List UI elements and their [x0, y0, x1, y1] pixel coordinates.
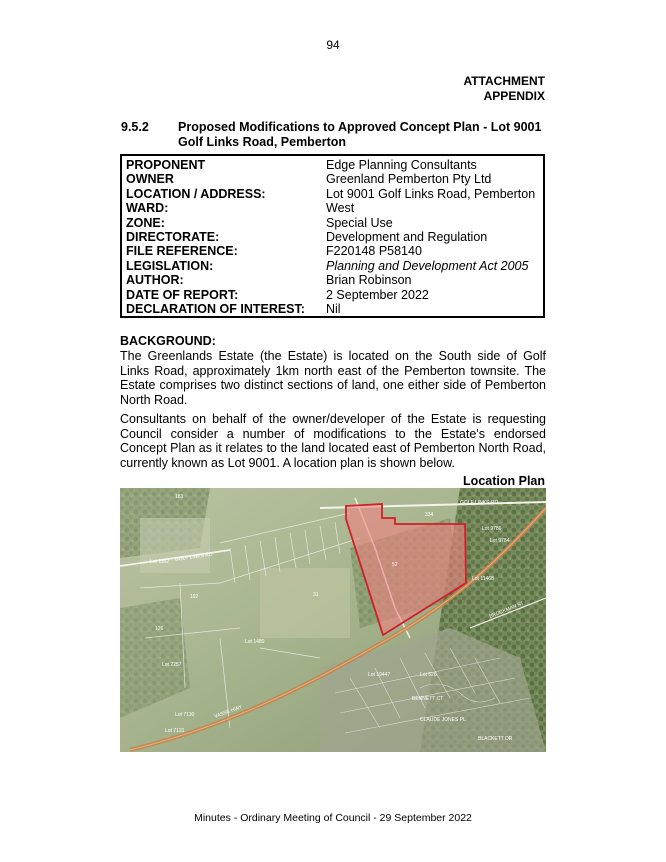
info-value: Nil	[326, 302, 341, 317]
page-number: 94	[326, 38, 340, 52]
info-value: F220148 P58140	[326, 244, 422, 259]
info-value: Special Use	[326, 215, 393, 230]
label-golf-links-rd-left: GOLF LINKS RD	[174, 551, 213, 563]
location-plan-aerial	[120, 488, 546, 752]
info-label: AUTHOR:	[126, 273, 184, 288]
label-52: 52	[392, 562, 398, 568]
map-caption: Location Plan	[463, 474, 545, 488]
info-value: Development and Regulation	[326, 230, 488, 245]
info-label: FILE REFERENCE:	[126, 244, 238, 259]
label-lot-2257: Lot 2257	[162, 662, 182, 668]
label-lot-1102: Lot 1102	[150, 559, 170, 565]
label-192: 192	[190, 594, 199, 600]
info-row	[126, 216, 535, 230]
background-heading: BACKGROUND:	[120, 334, 216, 348]
label-31: 31	[313, 592, 319, 598]
info-row	[126, 230, 535, 244]
info-row	[126, 187, 535, 201]
appendix-label: APPENDIX	[483, 89, 545, 103]
info-row	[126, 302, 535, 316]
label-bennett-ct: BENNETT CT	[412, 696, 444, 702]
info-label: DATE OF REPORT:	[126, 287, 239, 302]
label-vasse-hwy: VASSE HWY	[213, 704, 244, 720]
section-number: 9.5.2	[121, 120, 149, 134]
info-label: LEGISLATION:	[126, 258, 214, 273]
label-lot-526: Lot 526	[420, 672, 437, 678]
section-title: Proposed Modifications to Approved Concept Plan - Lot 9001 Golf Links Road, Pemberton	[178, 120, 542, 149]
label-lot-19447: Lot 19447	[368, 672, 391, 678]
info-value: Planning and Development Act 2005	[326, 258, 529, 273]
info-value: Lot 9001 Golf Links Road, Pemberton	[326, 186, 536, 201]
label-lot-7131: Lot 7131	[165, 728, 185, 734]
info-row	[126, 244, 535, 258]
label-334: 334	[425, 512, 434, 518]
label-lot-9784: Lot 9784	[490, 538, 510, 544]
label-lot-1480: Lot 1480	[245, 639, 265, 645]
info-value: Brian Robinson	[326, 273, 412, 288]
label-golf-links-rd-top: GOLF LINKS RD	[460, 500, 499, 506]
info-value: Greenland Pemberton Pty Ltd	[326, 172, 492, 187]
paddock	[260, 568, 350, 638]
attachment-label: ATTACHMENT	[463, 74, 545, 88]
info-label: ZONE:	[126, 215, 165, 230]
label-brockman-st: BROCKMAN ST	[488, 600, 525, 620]
attachment-heading	[463, 74, 545, 104]
label-183: 183	[175, 494, 184, 500]
info-label: WARD:	[126, 201, 169, 216]
background-paragraph-1: The Greenlands Estate (the Estate) is located on the South side of Golf Links Road, approximately 1km north east of the Pemberton townsite. The Estate comprises two distinct sections of land, one either side of Pemberton North Road.	[120, 349, 546, 407]
report-info-table	[120, 154, 545, 318]
info-table-grid	[126, 158, 535, 316]
info-value: West	[326, 201, 355, 216]
info-label: LOCATION / ADDRESS:	[126, 186, 266, 201]
info-value: 2 September 2022	[326, 287, 429, 302]
info-label: DECLARATION OF INTEREST:	[126, 302, 305, 317]
info-label: DIRECTORATE:	[126, 230, 220, 245]
background-paragraph-2: Consultants on behalf of the owner/developer of the Estate is requesting Council consider a number of modifications to the Estate's endorsed Concept Plan as it relates to the land located east of Pemberton North Road, currently known as Lot 9001. A location plan is shown below.	[120, 412, 546, 470]
info-value: Edge Planning Consultants	[326, 158, 477, 172]
info-label: OWNER	[126, 172, 174, 187]
info-row	[126, 288, 535, 302]
info-row	[126, 259, 535, 273]
label-126: 126	[155, 626, 164, 632]
info-row	[126, 273, 535, 287]
label-lot-9786: Lot 9786	[482, 526, 502, 532]
label-lot-7130: Lot 7130	[175, 712, 195, 718]
location-plan-map	[120, 488, 546, 752]
label-lot-11468: Lot 11468	[472, 576, 494, 582]
label-claude-jones-pl: CLAUDE JONES PL	[420, 717, 466, 723]
info-row	[126, 172, 535, 186]
info-row	[126, 158, 535, 172]
info-row	[126, 201, 535, 215]
page-footer: Minutes - Ordinary Meeting of Council - 29 September 2022	[194, 812, 472, 824]
label-blackett-dr: BLACKETT DR	[478, 736, 513, 742]
info-label: PROPONENT	[126, 158, 206, 172]
